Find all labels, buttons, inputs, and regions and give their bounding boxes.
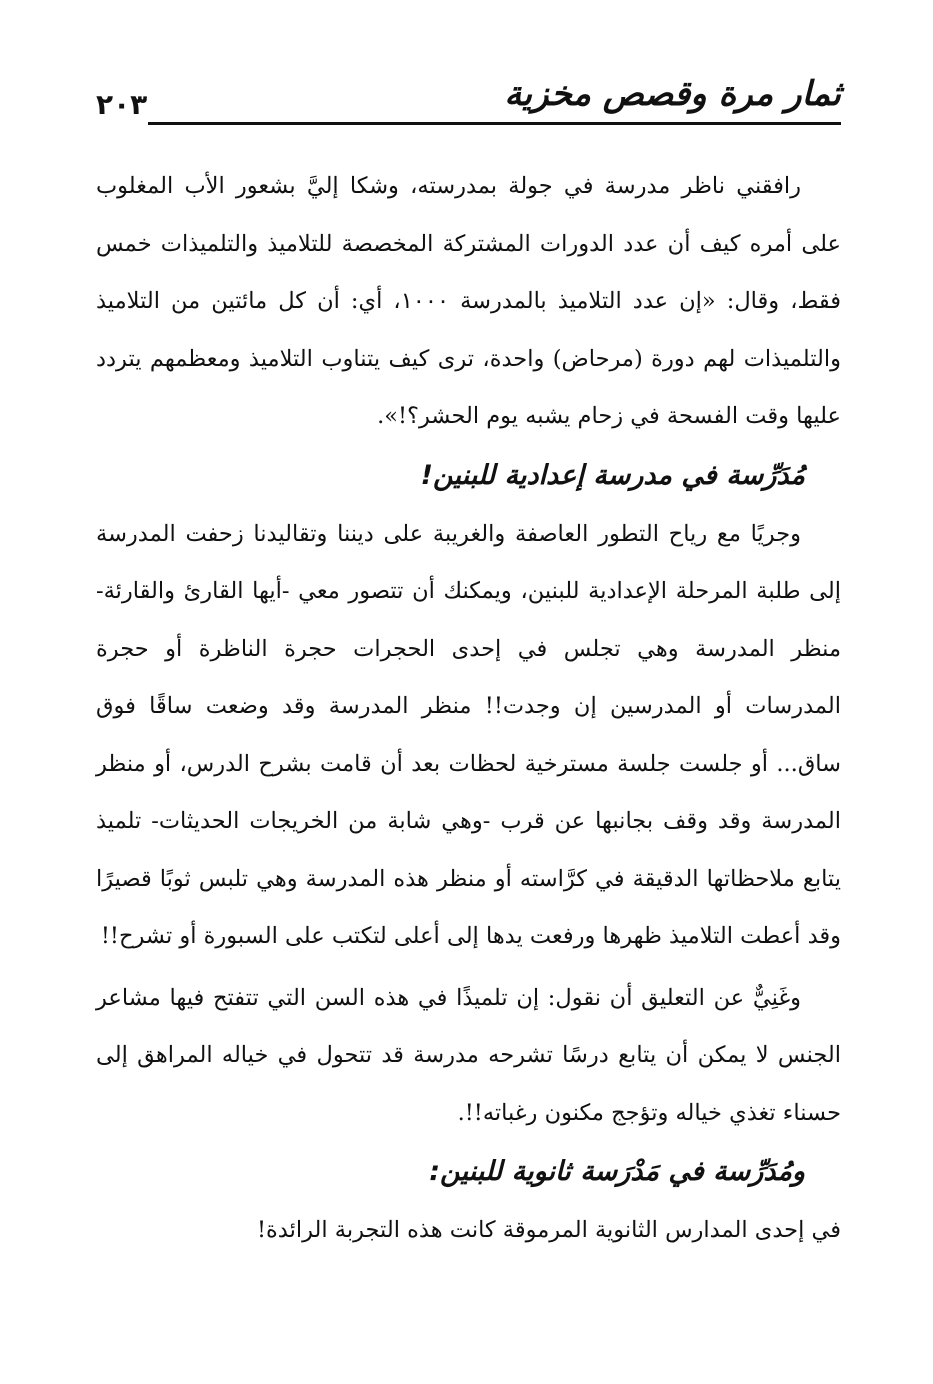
paragraph: رافقني ناظر مدرسة في جولة بمدرسته، وشكا إليَّ بشعور الأب المغلوب على أمره كيف أن عدد الدورات المشتركة المخصصة للتلاميذ والتلميذات خمس فقط، وقال: «إن عدد التلاميذ بالمدرسة ١٠٠٠، أي: أن كل مائتين من التلاميذ والتلميذات لهم دورة (مرحاض) واحدة، ترى كيف يتناوب التلاميذ ومعظمهم يتردد عليها وقت الفسحة في زحام يشبه يوم الحشر؟!».	[96, 173, 841, 429]
section-heading: مُدَرِّسة في مدرسة إعدادية للبنين!	[420, 459, 805, 491]
paragraph: في إحدى المدارس الثانوية المرموقة كانت هذه التجربة الرائدة!	[256, 1217, 841, 1243]
page-number: ٢٠٣	[96, 88, 148, 121]
page-content	[96, 158, 841, 1260]
paragraph: وغَنِيٌّ عن التعليق أن نقول: إن تلميذًا في هذه السن التي تتفتح فيها مشاعر الجنس لا يمكن أن يتابع درسًا تشرحه مدرسة قد تتحول في خياله المراهق إلى حسناء تغذي خياله وتؤجج مكنون رغباته!!.	[96, 984, 841, 1126]
paragraph: وجريًا مع رياح التطور العاصفة والغريبة على ديننا وتقاليدنا زحفت المدرسة إلى طلبة المرحلة الإعدادية للبنين، ويمكنك أن تتصور معي -أيها القارئ والقارئة- منظر المدرسة وهي تجلس في إحدى الحجرات حجرة الناظرة أو حجرة المدرسات أو المدرسين إن وجدت!! منظر المدرسة وقد وضعت ساقًا فوق ساق... أو جلست جلسة مسترخية لحظات بعد أن قامت بشرح الدرس، أو منظر المدرسة وقد وقف بجانبها عن قرب -وهي شابة من الخريجات الحديثات- تلميذ يتابع ملاحظاتها الدقيقة في كرَّاسته أو منظر هذه المدرسة وهي تلبس ثوبًا قصيرًا وقد أعطت التلاميذ ظهرها ورفعت يدها إلى أعلى لتكتب على السبورة أو تشرح!!	[96, 520, 841, 949]
header-title-underline	[368, 122, 841, 125]
running-title: ثمار مرة وقصص مخزية	[504, 74, 841, 114]
section-heading: ومُدَرِّسة في مَدْرَسة ثانوية للبنين:	[429, 1156, 805, 1187]
page-header	[96, 62, 841, 132]
